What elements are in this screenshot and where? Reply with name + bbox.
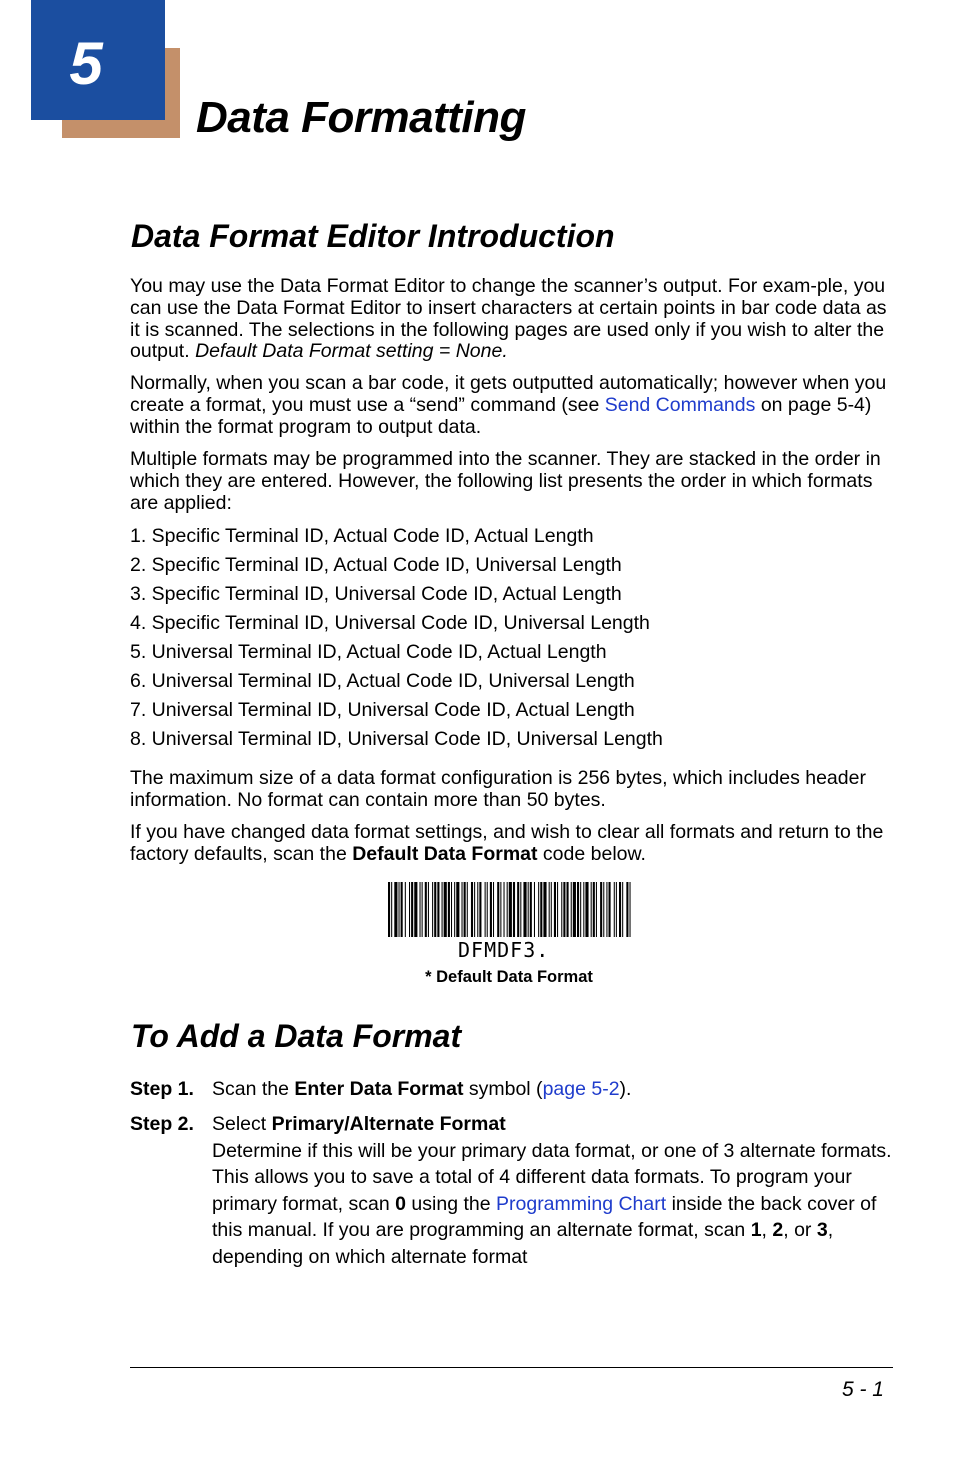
barcode-bar [437,882,439,937]
barcode-bar [577,882,579,937]
barcode-bar [619,882,621,937]
default-format-paragraph: If you have changed data format settings, and wish to clear all formats and return to the factory defaults, scan the Default Data Format code below. [130,821,884,865]
barcode-bar [571,882,572,937]
barcode-bar [467,882,468,937]
page-5-2-link[interactable]: page 5-2 [542,1078,620,1100]
barcode-bar [600,882,602,937]
barcode-bar [534,882,535,937]
barcode-bar [474,882,475,937]
barcode-bar [414,882,417,937]
send-commands-link[interactable]: Send Commands [604,393,756,416]
section-heading-add-format: To Add a Data Format [131,1018,462,1054]
list-item: 6. Universal Terminal ID, Actual Code ID, Universal Length [130,670,635,692]
list-item: 3. Specific Terminal ID, Universal Code ID, Actual Length [130,583,622,605]
barcode-caption: * Default Data Format [425,968,593,986]
step2-text: Select Primary/Alternate Format Determine if this will be your primary data format, or one of 3 alternate formats. This allows you to save a total of 4 different data formats. To program your primary format, scan 0 using the Programming Chart inside the back cover of this manual. If you are programming an alternate format, scan 1, 2, or 3, depending on which alternate format [212,1113,892,1268]
section-heading-intro: Data Format Editor Introduction [131,218,615,254]
barcode-bar [485,882,486,937]
barcode-bar [456,882,459,937]
barcode-bar [432,882,433,937]
barcode-bar [626,882,628,937]
step2-label: Step 2. [130,1113,194,1135]
barcode-bar [549,882,550,937]
barcode-bar [609,882,611,937]
footer-rule [130,1367,893,1368]
barcode-bar [405,882,406,937]
barcode-bar [409,882,410,937]
list-item: 5. Universal Terminal ID, Actual Code ID, Actual Length [130,641,607,663]
barcode-bar [497,882,499,937]
barcode-bar [573,882,576,937]
barcode-bar [523,882,526,937]
barcode-bar [554,882,556,937]
barcode-bar [563,882,565,937]
barcode-bar [561,882,562,937]
barcode-bar [448,882,450,937]
barcode-bar [464,882,466,937]
list-item: 7. Universal Terminal ID, Universal Code ID, Actual Length [130,699,635,721]
barcode-bar [444,882,447,937]
send-command-paragraph: Normally, when you scan a bar code, it gets outputted automatically; however when you create a format, you must use a “send” command (see Send Commands on page 5-4) within the format program to output data. [130,372,887,438]
barcode-bar [442,882,443,937]
barcode-bar [479,882,481,937]
barcode-bar [401,882,403,937]
barcode-bar [420,882,421,937]
barcode-bar [614,882,615,937]
barcode-text: DFMDF3. [458,938,550,962]
chapter-number: 5 [69,30,103,97]
barcode-bar [517,882,519,937]
barcode-bar [528,882,529,937]
barcode-bar [585,882,588,937]
barcode-bar [388,882,390,937]
step1-text: Scan the Enter Data Format symbol (page 5-2). [212,1078,632,1100]
barcode-bar [399,882,400,937]
programming-chart-link[interactable]: Programming Chart [496,1192,667,1215]
barcode-bar [391,882,392,937]
barcode-bar [425,882,427,937]
barcode-bar [557,882,558,937]
barcode-bar [580,882,581,937]
list-item: 4. Specific Terminal ID, Universal Code ID, Universal Length [130,612,650,634]
barcode-bar [507,882,508,937]
page-number: 5 - 1 [841,1378,884,1401]
list-item: 2. Specific Terminal ID, Actual Code ID, Universal Length [130,554,622,576]
barcode-bar [454,882,455,937]
barcode-bar [490,882,492,937]
step1-label: Step 1. [130,1078,194,1100]
barcode-bar [513,882,515,937]
list-item: 1. Specific Terminal ID, Actual Code ID, Actual Length [130,525,594,547]
format-order-list [130,522,663,754]
barcode-bar [583,882,584,937]
barcode-bar [530,882,532,937]
barcode-bar [538,882,539,937]
barcode-bar [593,882,595,937]
barcode-bar [477,882,478,937]
barcode-bar [471,882,473,937]
chapter-title: Data Formatting [196,93,526,142]
barcode-bar [500,882,501,937]
barcode-bar [520,882,521,937]
barcode-bar [567,882,569,937]
max-size-paragraph: The maximum size of a data format configuration is 256 bytes, which includes header information. No format can contain more than 50 bytes. [130,767,866,811]
barcode-bar [596,882,597,937]
barcode-bar [606,882,607,937]
barcode-bar [504,882,505,937]
barcode-bar [493,882,494,937]
barcode-bar [462,882,463,937]
list-item: 8. Universal Terminal ID, Universal Code ID, Universal Length [130,728,663,750]
barcode-bar [622,882,623,937]
barcode-bar [591,882,592,937]
order-paragraph: Multiple formats may be programmed into the scanner. They are stacked in the order in which they are entered. However, the following list presents the order in which formats are applied: [130,448,881,514]
barcode-bar [434,882,436,937]
barcode-bar [411,882,413,937]
default-data-format-barcode[interactable] [388,882,631,937]
barcode-bar [428,882,429,937]
barcode-bar [487,882,488,937]
intro-paragraph: You may use the Data Format Editor to change the scanner’s output. For exam-ple, you can use the Data Format Editor to insert characters at certain points in bar code data as it is scanned. The selections in the following pages are used only if you wish to alter the output. Default Data Format setting = None. [130,275,887,363]
barcode-bar [509,882,512,937]
barcode-bar [451,882,452,937]
barcode-bar [422,882,423,937]
barcode-bar [540,882,542,937]
barcode-bar [551,882,552,937]
barcode-bar [543,882,546,937]
barcode-bar [603,882,604,937]
barcode-bar [630,882,631,937]
barcode-bar [616,882,617,937]
barcode-bar [394,882,397,937]
